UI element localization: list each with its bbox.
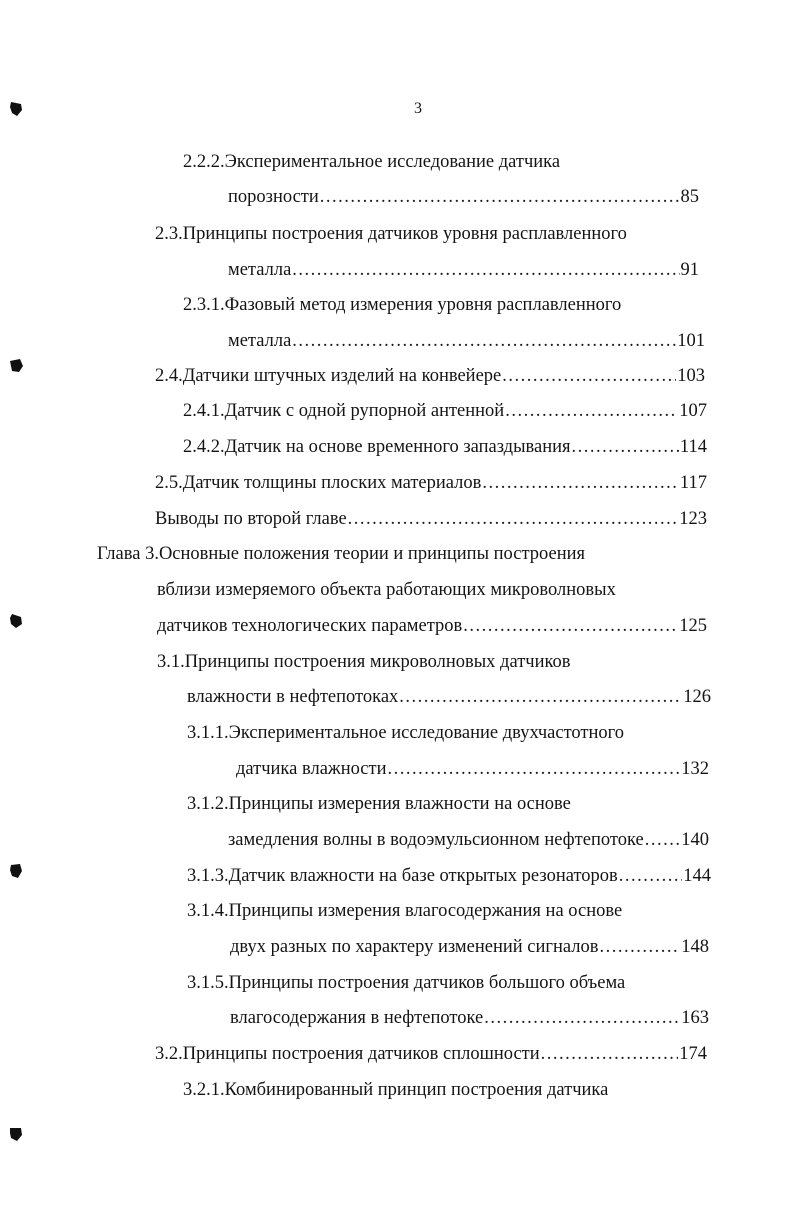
toc-entry-page: 125 — [679, 616, 707, 636]
toc-entry-heading — [97, 542, 585, 566]
toc-entry-title: металла — [228, 331, 292, 351]
dot-leader — [645, 828, 681, 852]
toc-entry-title: 3.1.5.Принципы построения датчиков большого объема — [187, 973, 626, 993]
dot-leader — [599, 935, 680, 959]
toc-entry-title: Выводы по второй главе — [155, 509, 347, 529]
toc-entry — [230, 935, 709, 959]
toc-entry-heading — [183, 150, 560, 174]
toc-entry-title: 3.2.1.Комбинированный принцип построения датчика — [183, 1080, 609, 1100]
toc-entry-page: 132 — [681, 759, 709, 779]
dot-leader — [482, 471, 679, 495]
toc-entry — [155, 507, 707, 531]
binding-mark-icon — [8, 1125, 24, 1143]
toc-entry-title: влагосодержания в нефтепотоке — [230, 1008, 484, 1028]
toc-entry-heading — [187, 899, 622, 923]
toc-entry-title: Глава 3.Основные положения теории и принципы построения — [97, 544, 586, 564]
toc-entry-heading — [187, 971, 625, 995]
toc-entry-title: 2.3.Принципы построения датчиков уровня расплавленного — [155, 224, 627, 244]
toc-entry-page: 174 — [679, 1044, 707, 1064]
toc-entry-page: 123 — [679, 509, 707, 529]
toc-entry-title: 2.4.2.Датчик на основе временного запаздывания — [183, 437, 571, 457]
dot-leader — [572, 435, 679, 459]
toc-entry-page: 144 — [683, 866, 711, 886]
toc-entry-page: 101 — [677, 331, 705, 351]
toc-entry-title: двух разных по характеру изменений сигналов — [230, 937, 599, 957]
toc-entry-heading — [187, 721, 624, 745]
toc-entry-title: 3.1.1.Экспериментальное исследование двухчастотного — [187, 723, 625, 743]
toc-entry-title: 3.2.Принципы построения датчиков сплошности — [155, 1044, 540, 1064]
toc-entry-heading — [187, 792, 571, 816]
toc-entry-page: 163 — [681, 1008, 709, 1028]
toc-entry — [236, 757, 709, 781]
toc-entry — [228, 258, 699, 282]
toc-entry — [157, 614, 707, 638]
toc-entry-title: датчика влажности — [236, 759, 387, 779]
toc-entry — [183, 399, 707, 423]
toc-entry-page: 140 — [681, 830, 709, 850]
dot-leader — [505, 399, 678, 423]
toc-entry-page: 85 — [680, 187, 699, 207]
dot-leader — [619, 864, 682, 888]
toc-entry-title: порозности — [228, 187, 319, 207]
toc-entry — [155, 1042, 707, 1066]
toc-entry — [155, 471, 707, 495]
toc-entry-title: 2.4.Датчики штучных изделий на конвейере — [155, 366, 502, 386]
dot-leader — [320, 185, 680, 209]
toc-entry-title: 3.1.3.Датчик влажности на базе открытых резонаторов — [187, 866, 618, 886]
toc-entry — [183, 435, 707, 459]
toc-entry — [228, 185, 699, 209]
toc-entry-page: 103 — [677, 366, 705, 386]
toc-entry-title: 2.2.2.Экспериментальное исследование датчика — [183, 152, 561, 172]
binding-mark-icon — [8, 612, 24, 630]
toc-entry-page: 117 — [679, 473, 707, 493]
toc-entry-title: 3.1.4.Принципы измерения влагосодержания на основе — [187, 901, 623, 921]
toc-entry — [187, 685, 711, 709]
toc-entry-title: вблизи измеряемого объекта работающих микроволновых — [157, 580, 616, 600]
toc-entry-page: 91 — [680, 260, 699, 280]
binding-mark-icon — [8, 862, 24, 880]
toc-entry-title: 2.5.Датчик толщины плоских материалов — [155, 473, 482, 493]
dot-leader — [399, 685, 682, 709]
toc-entry-heading — [183, 293, 621, 317]
toc-entry-heading — [157, 578, 616, 602]
dot-leader — [502, 364, 676, 388]
toc-entry-heading — [183, 1078, 608, 1102]
page-number: 3 — [414, 100, 422, 117]
toc-entry-page: 148 — [681, 937, 709, 957]
dot-leader — [484, 1006, 680, 1030]
binding-mark-icon — [8, 100, 24, 118]
toc-entry-page: 114 — [679, 437, 707, 457]
toc-entry-page: 126 — [683, 687, 711, 707]
toc-entry-page: 107 — [679, 401, 707, 421]
toc-entry — [187, 864, 711, 888]
toc-entry-title: металла — [228, 260, 292, 280]
toc-entry — [155, 364, 705, 388]
toc-entry-title: 3.1.Принципы построения микроволновых датчиков — [157, 652, 571, 672]
toc-entry-title: 2.4.1.Датчик с одной рупорной антенной — [183, 401, 505, 421]
toc-entry-title: 2.3.1.Фазовый метод измерения уровня расплавленного — [183, 295, 622, 315]
toc-entry — [228, 329, 705, 353]
dot-leader — [541, 1042, 679, 1066]
dot-leader — [292, 258, 679, 282]
toc-entry-title: влажности в нефтепотоках — [187, 687, 399, 707]
toc-entry-title: замедления волны в водоэмульсионном нефтепотоке — [228, 830, 644, 850]
dot-leader — [348, 507, 679, 531]
toc-entry — [228, 828, 709, 852]
dot-leader — [463, 614, 678, 638]
dot-leader — [292, 329, 676, 353]
toc-entry-heading — [157, 650, 571, 674]
toc-entry-title: датчиков технологических параметров — [157, 616, 463, 636]
toc-entry-title: 3.1.2.Принципы измерения влажности на основе — [187, 794, 571, 814]
toc-entry — [230, 1006, 709, 1030]
toc-entry-heading — [155, 222, 627, 246]
dot-leader — [388, 757, 681, 781]
binding-mark-icon — [8, 357, 24, 375]
